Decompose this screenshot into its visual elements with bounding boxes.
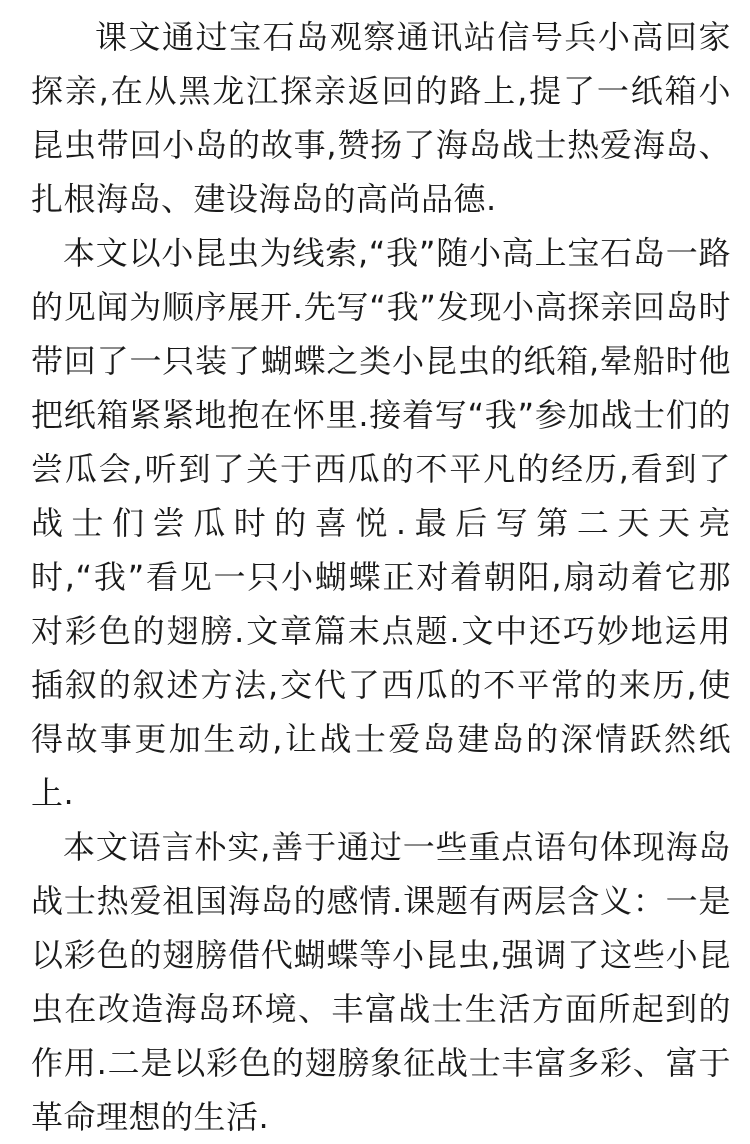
document-page	[31, 10, 731, 1144]
paragraph-structure: 本文以小昆虫为线索,“我”随小高上宝石岛一路的见闻为顺序展开.先写“我”发现小高探亲回岛时带回了一只装了蝴蝶之类小昆虫的纸箱,晕船时他把纸箱紧紧地抱在怀里.接着写“我”参加战士们的尝瓜会,听到了关于西瓜的不平凡的经历,看到了战士们尝瓜时的喜悦.最后写第二天天亮时,“我”看见一只小蝴蝶正对着朝阳,扇动着它那对彩色的翅膀.文章篇末点题.文中还巧妙地运用插叙的叙述方法,交代了西瓜的不平常的来历,使得故事更加生动,让战士爱岛建岛的深情跃然纸上.	[31, 234, 731, 812]
paragraph-language-and-title: 本文语言朴实,善于通过一些重点语句体现海岛战士热爱祖国海岛的感情.课题有两层含义：一是以彩色的翅膀借代蝴蝶等小昆虫,强调了这些小昆虫在改造海岛环境、丰富战士生活方面所起到的作用.二是以彩色的翅膀象征战士丰富多彩、富于革命理想的生活.	[31, 828, 731, 1136]
paragraph-summary: 课文通过宝石岛观察通讯站信号兵小高回家探亲,在从黑龙江探亲返回的路上,提了一纸箱小昆虫带回小岛的故事,赞扬了海岛战士热爱海岛、扎根海岛、建设海岛的高尚品德.	[31, 18, 731, 218]
